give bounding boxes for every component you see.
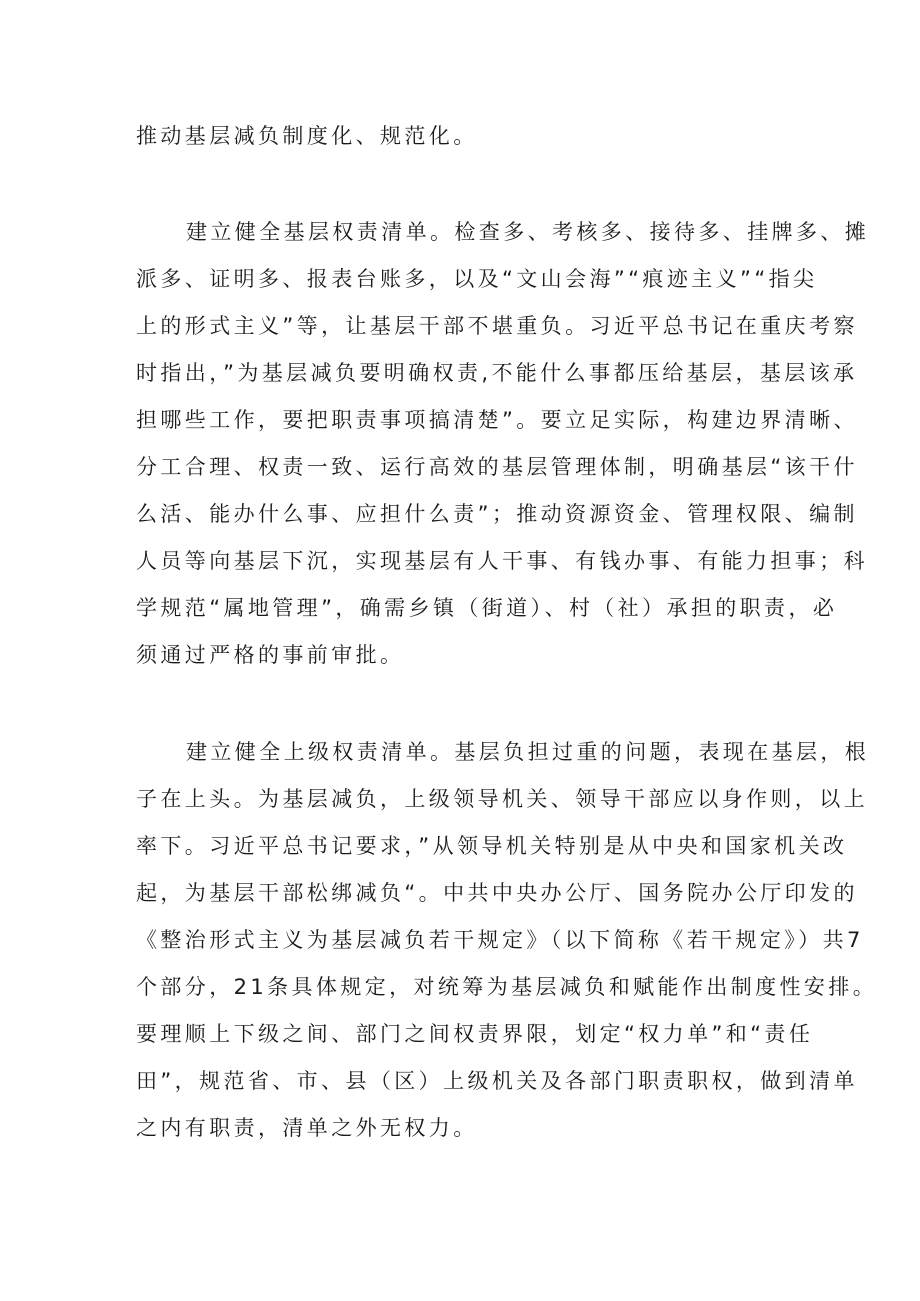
- paragraph-line: 个部分，21条具体规定，对统筹为基层减负和赋能作出制度性安排。: [136, 975, 878, 999]
- paragraph-line: 《整治形式主义为基层减负若干规定》（以下简称《若干规定》）共7: [136, 928, 864, 952]
- paragraph-line: 时指出，”为基层减负要明确权责,不能什么事都压给基层，基层该承: [136, 361, 858, 385]
- paragraph-line: 率下。习近平总书记要求，”从领导机关特别是从中央和国家机关改: [136, 834, 848, 858]
- paragraph-line: 建立健全基层权责清单。检查多、考核多、接待多、挂牌多、摊: [186, 220, 870, 244]
- paragraph-line: 么活、能办什么事、应担什么责”；推动资源资金、管理权限、编制: [136, 502, 858, 526]
- paragraph-line: 担哪些工作，要把职责事项搞清楚”。要立足实际，构建边界清晰、: [136, 408, 858, 432]
- intro-line: 推动基层减负制度化、规范化。: [136, 124, 478, 148]
- paragraph-line: 上的形式主义”等，让基层干部不堪重负。习近平总书记在重庆考察: [136, 314, 858, 338]
- paragraph-line: 派多、证明多、报表台账多，以及“文山会海”“痕迹主义”“指尖: [136, 267, 818, 291]
- paragraph-line: 学规范“属地管理”，确需乡镇（街道）、村（社）承担的职责，必: [136, 596, 838, 620]
- paragraph-line: 分工合理、权责一致、运行高效的基层管理体制，明确基层“该干什: [136, 455, 858, 479]
- paragraph-line: 子在上头。为基层减负，上级领导机关、领导干部应以身作则，以上: [136, 787, 868, 811]
- paragraph-line: 要理顺上下级之间、部门之间权责界限，划定“权力单”和“责任: [136, 1022, 814, 1046]
- paragraph-line: 田”，规范省、市、县（区）上级机关及各部门职责职权，做到清单: [136, 1069, 858, 1093]
- paragraph-line: 之内有职责，清单之外无权力。: [136, 1116, 478, 1140]
- paragraph-line: 须通过严格的事前审批。: [136, 643, 405, 667]
- paragraph-line: 起，为基层干部松绑减负“。中共中央办公厅、国务院办公厅印发的: [136, 881, 858, 905]
- paragraph-line: 建立健全上级权责清单。基层负担过重的问题，表现在基层，根: [186, 740, 870, 764]
- paragraph-line: 人员等向基层下沉，实现基层有人干事、有钱办事、有能力担事；科: [136, 549, 868, 573]
